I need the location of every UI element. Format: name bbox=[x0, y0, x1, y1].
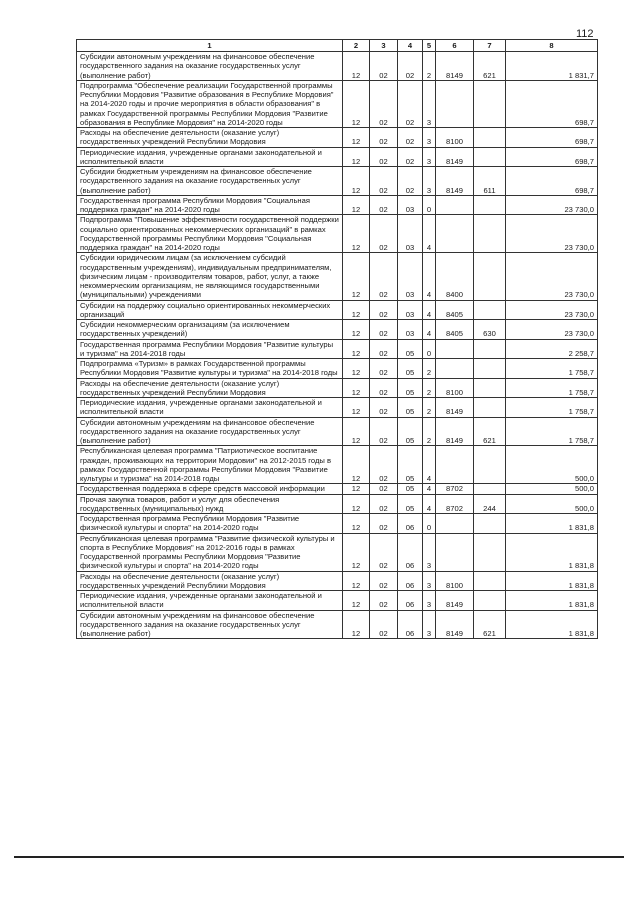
table-row bbox=[77, 514, 598, 534]
row-code-7 bbox=[474, 253, 506, 300]
row-code-3: 02 bbox=[370, 339, 398, 359]
column-header-3: 3 bbox=[370, 40, 398, 52]
row-code-6: 8100 bbox=[436, 378, 474, 398]
row-code-3: 02 bbox=[370, 378, 398, 398]
row-code-3: 02 bbox=[370, 571, 398, 591]
table-row bbox=[77, 195, 598, 215]
row-name: Субсидии бюджетным учреждениям на финансовое обеспечение государственного задания на оказание государственных услуг (выполнение работ) bbox=[77, 167, 343, 196]
row-sum: 1 831,8 bbox=[506, 514, 598, 534]
row-code-5: 3 bbox=[423, 80, 436, 127]
row-sum: 23 730,0 bbox=[506, 195, 598, 215]
row-name: Государственная программа Республики Мордовия "Развитие физической культуры и спорта" на 2014-2020 годы bbox=[77, 514, 343, 534]
row-name: Периодические издания, учрежденные органами законодательной и исполнительной власти bbox=[77, 398, 343, 418]
row-code-3: 02 bbox=[370, 417, 398, 446]
row-code-5: 3 bbox=[423, 610, 436, 639]
row-code-3: 02 bbox=[370, 533, 398, 571]
row-code-5: 3 bbox=[423, 591, 436, 611]
row-sum: 698,7 bbox=[506, 80, 598, 127]
row-code-3: 02 bbox=[370, 128, 398, 148]
row-name: Республиканская целевая программа "Патриотическое воспитание граждан, проживающих на территории Мордовии" на 2012-2015 годы в рамках Государственной программы Республики Мордовия "Развитие культуры и туризма" на 2014-2018 годы bbox=[77, 446, 343, 484]
row-code-3: 02 bbox=[370, 167, 398, 196]
row-code-4: 05 bbox=[398, 484, 423, 494]
row-sum: 1 758,7 bbox=[506, 378, 598, 398]
row-code-7: 621 bbox=[474, 610, 506, 639]
row-code-5: 2 bbox=[423, 398, 436, 418]
row-code-6: 8702 bbox=[436, 494, 474, 514]
table-row bbox=[77, 494, 598, 514]
row-name: Прочая закупка товаров, работ и услуг для обеспечения государственных (муниципальных) нужд bbox=[77, 494, 343, 514]
row-code-4: 02 bbox=[398, 128, 423, 148]
column-header-1: 1 bbox=[77, 40, 343, 52]
row-code-5: 3 bbox=[423, 167, 436, 196]
table-row bbox=[77, 533, 598, 571]
table-row bbox=[77, 571, 598, 591]
table-row bbox=[77, 80, 598, 127]
row-sum: 1 831,8 bbox=[506, 610, 598, 639]
row-code-2: 12 bbox=[343, 417, 370, 446]
row-code-4: 03 bbox=[398, 320, 423, 340]
budget-table bbox=[76, 39, 598, 639]
row-code-3: 02 bbox=[370, 359, 398, 379]
row-code-2: 12 bbox=[343, 215, 370, 253]
row-code-7: 630 bbox=[474, 320, 506, 340]
row-code-3: 02 bbox=[370, 300, 398, 320]
row-name: Расходы на обеспечение деятельности (оказание услуг) государственных учреждений Республики Мордовия bbox=[77, 128, 343, 148]
row-code-5: 3 bbox=[423, 147, 436, 167]
row-code-5: 4 bbox=[423, 300, 436, 320]
row-sum: 1 831,8 bbox=[506, 591, 598, 611]
row-code-7 bbox=[474, 128, 506, 148]
row-code-5: 2 bbox=[423, 378, 436, 398]
row-name: Государственная программа Республики Мордовия "Развитие культуры и туризма" на 2014-2018 годы bbox=[77, 339, 343, 359]
row-code-2: 12 bbox=[343, 571, 370, 591]
column-header-8: 8 bbox=[506, 40, 598, 52]
row-code-7: 244 bbox=[474, 494, 506, 514]
row-code-3: 02 bbox=[370, 446, 398, 484]
table-row bbox=[77, 300, 598, 320]
row-code-7 bbox=[474, 359, 506, 379]
row-sum: 1 831,8 bbox=[506, 533, 598, 571]
row-code-7 bbox=[474, 80, 506, 127]
row-code-6: 8405 bbox=[436, 300, 474, 320]
row-code-2: 12 bbox=[343, 591, 370, 611]
row-code-2: 12 bbox=[343, 446, 370, 484]
row-code-2: 12 bbox=[343, 80, 370, 127]
row-code-2: 12 bbox=[343, 484, 370, 494]
row-code-4: 05 bbox=[398, 398, 423, 418]
row-name: Субсидии автономным учреждениям на финансовое обеспечение государственного задания на оказание государственных услуг (выполнение работ) bbox=[77, 610, 343, 639]
row-code-5: 0 bbox=[423, 339, 436, 359]
table-row bbox=[77, 167, 598, 196]
table-row bbox=[77, 446, 598, 484]
row-code-7: 621 bbox=[474, 52, 506, 81]
row-code-7 bbox=[474, 571, 506, 591]
row-code-5: 2 bbox=[423, 52, 436, 81]
row-name: Субсидии некоммерческим организациям (за исключением государственных учреждений) bbox=[77, 320, 343, 340]
row-sum: 1 758,7 bbox=[506, 359, 598, 379]
row-code-2: 12 bbox=[343, 533, 370, 571]
row-code-4: 06 bbox=[398, 610, 423, 639]
row-code-4: 05 bbox=[398, 417, 423, 446]
row-code-6: 8149 bbox=[436, 52, 474, 81]
page-number: 112 bbox=[576, 28, 594, 40]
row-code-7 bbox=[474, 398, 506, 418]
row-code-3: 02 bbox=[370, 398, 398, 418]
row-code-4: 03 bbox=[398, 300, 423, 320]
row-code-7 bbox=[474, 300, 506, 320]
row-code-2: 12 bbox=[343, 610, 370, 639]
table-row bbox=[77, 591, 598, 611]
table-row bbox=[77, 215, 598, 253]
row-code-4: 05 bbox=[398, 494, 423, 514]
row-code-7 bbox=[474, 514, 506, 534]
row-code-7 bbox=[474, 533, 506, 571]
row-name: Расходы на обеспечение деятельности (оказание услуг) государственных учреждений Республики Мордовия bbox=[77, 571, 343, 591]
row-code-2: 12 bbox=[343, 378, 370, 398]
row-name: Субсидии автономным учреждениям на финансовое обеспечение государственного задания на оказание государственных услуг (выполнение работ) bbox=[77, 417, 343, 446]
row-code-4: 05 bbox=[398, 359, 423, 379]
row-code-2: 12 bbox=[343, 494, 370, 514]
row-code-5: 3 bbox=[423, 128, 436, 148]
row-name: Периодические издания, учрежденные органами законодательной и исполнительной власти bbox=[77, 591, 343, 611]
row-code-7 bbox=[474, 484, 506, 494]
row-code-2: 12 bbox=[343, 253, 370, 300]
row-code-3: 02 bbox=[370, 494, 398, 514]
row-name: Подпрограмма «Туризм» в рамках Государственной программы Республики Мордовия "Развитие культуры и туризма" на 2014-2018 годы bbox=[77, 359, 343, 379]
table-body bbox=[77, 52, 598, 639]
row-sum: 698,7 bbox=[506, 167, 598, 196]
row-code-3: 02 bbox=[370, 52, 398, 81]
row-sum: 1 758,7 bbox=[506, 417, 598, 446]
column-header-2: 2 bbox=[343, 40, 370, 52]
row-code-6: 8100 bbox=[436, 128, 474, 148]
row-code-6 bbox=[436, 339, 474, 359]
row-sum: 1 758,7 bbox=[506, 398, 598, 418]
row-code-2: 12 bbox=[343, 52, 370, 81]
row-code-7: 611 bbox=[474, 167, 506, 196]
row-sum: 23 730,0 bbox=[506, 253, 598, 300]
row-code-3: 02 bbox=[370, 215, 398, 253]
column-header-4: 4 bbox=[398, 40, 423, 52]
row-code-2: 12 bbox=[343, 300, 370, 320]
row-code-5: 4 bbox=[423, 215, 436, 253]
row-name: Субсидии юридическим лицам (за исключением субсидий государственным учреждениям), индивидуальным предпринимателям, физическим лицам - производителям товаров, работ, услуг, а также некоммерческим организациям, не являющимся государственными (муниципальными) учреждениями bbox=[77, 253, 343, 300]
row-code-4: 05 bbox=[398, 446, 423, 484]
row-code-4: 02 bbox=[398, 52, 423, 81]
row-code-3: 02 bbox=[370, 591, 398, 611]
row-code-6 bbox=[436, 359, 474, 379]
row-code-2: 12 bbox=[343, 320, 370, 340]
row-code-5: 4 bbox=[423, 446, 436, 484]
row-code-6: 8149 bbox=[436, 417, 474, 446]
row-code-5: 4 bbox=[423, 494, 436, 514]
row-code-6 bbox=[436, 195, 474, 215]
row-code-3: 02 bbox=[370, 484, 398, 494]
row-code-6: 8100 bbox=[436, 571, 474, 591]
row-code-2: 12 bbox=[343, 128, 370, 148]
table-row bbox=[77, 359, 598, 379]
row-sum: 1 831,8 bbox=[506, 571, 598, 591]
table-header-row bbox=[77, 40, 598, 52]
table-row bbox=[77, 147, 598, 167]
table-row bbox=[77, 128, 598, 148]
row-code-4: 05 bbox=[398, 339, 423, 359]
row-code-4: 03 bbox=[398, 215, 423, 253]
row-code-5: 2 bbox=[423, 417, 436, 446]
row-code-7: 621 bbox=[474, 417, 506, 446]
row-code-4: 06 bbox=[398, 514, 423, 534]
row-name: Периодические издания, учрежденные органами законодательной и исполнительной власти bbox=[77, 147, 343, 167]
row-code-4: 02 bbox=[398, 80, 423, 127]
row-sum: 23 730,0 bbox=[506, 300, 598, 320]
row-sum: 500,0 bbox=[506, 494, 598, 514]
row-code-2: 12 bbox=[343, 359, 370, 379]
row-sum: 23 730,0 bbox=[506, 215, 598, 253]
row-name: Республиканская целевая программа "Развитие физической культуры и спорта в Республике Мордовия" на 2012-2016 годы в рамках Государственной программы Республики Мордовия "Развитие физической культуры и спорта" на 2014-2020 годы bbox=[77, 533, 343, 571]
row-name: Государственная программа Республики Мордовия "Социальная поддержка граждан" на 2014-2020 годы bbox=[77, 195, 343, 215]
row-code-6: 8400 bbox=[436, 253, 474, 300]
row-code-3: 02 bbox=[370, 514, 398, 534]
row-sum: 500,0 bbox=[506, 484, 598, 494]
row-code-3: 02 bbox=[370, 253, 398, 300]
row-code-4: 06 bbox=[398, 571, 423, 591]
row-code-6: 8149 bbox=[436, 167, 474, 196]
row-code-5: 4 bbox=[423, 484, 436, 494]
column-header-6: 6 bbox=[436, 40, 474, 52]
row-code-5: 3 bbox=[423, 571, 436, 591]
row-sum: 2 258,7 bbox=[506, 339, 598, 359]
row-code-2: 12 bbox=[343, 339, 370, 359]
row-name: Подпрограмма "Повышение эффективности государственной поддержки социально ориентированных некоммерческих организаций" в рамках Государственной программы Республики Мордовия "Социальная поддержка граждан" на 2014-2020 годы bbox=[77, 215, 343, 253]
row-code-6 bbox=[436, 80, 474, 127]
row-code-3: 02 bbox=[370, 320, 398, 340]
row-code-4: 03 bbox=[398, 195, 423, 215]
row-code-6 bbox=[436, 215, 474, 253]
row-code-4: 06 bbox=[398, 533, 423, 571]
row-code-3: 02 bbox=[370, 147, 398, 167]
row-code-3: 02 bbox=[370, 195, 398, 215]
row-code-2: 12 bbox=[343, 398, 370, 418]
row-code-6: 8149 bbox=[436, 147, 474, 167]
row-code-6 bbox=[436, 533, 474, 571]
row-name: Расходы на обеспечение деятельности (оказание услуг) государственных учреждений Республики Мордовия bbox=[77, 378, 343, 398]
row-code-6: 8405 bbox=[436, 320, 474, 340]
table-row bbox=[77, 398, 598, 418]
row-code-5: 4 bbox=[423, 253, 436, 300]
row-code-3: 02 bbox=[370, 80, 398, 127]
row-code-6: 8149 bbox=[436, 610, 474, 639]
column-header-5: 5 bbox=[423, 40, 436, 52]
row-code-6 bbox=[436, 514, 474, 534]
row-code-5: 0 bbox=[423, 514, 436, 534]
table-row bbox=[77, 339, 598, 359]
table-row bbox=[77, 417, 598, 446]
row-code-5: 3 bbox=[423, 533, 436, 571]
row-code-7 bbox=[474, 195, 506, 215]
table-row bbox=[77, 378, 598, 398]
row-sum: 1 831,7 bbox=[506, 52, 598, 81]
column-header-7: 7 bbox=[474, 40, 506, 52]
table-row bbox=[77, 610, 598, 639]
row-sum: 698,7 bbox=[506, 147, 598, 167]
footer-divider bbox=[14, 856, 624, 858]
row-code-4: 03 bbox=[398, 253, 423, 300]
row-code-6: 8149 bbox=[436, 591, 474, 611]
table-row bbox=[77, 253, 598, 300]
table-row bbox=[77, 320, 598, 340]
row-code-4: 02 bbox=[398, 147, 423, 167]
row-code-6: 8702 bbox=[436, 484, 474, 494]
table-row bbox=[77, 52, 598, 81]
row-code-2: 12 bbox=[343, 514, 370, 534]
row-code-4: 02 bbox=[398, 167, 423, 196]
row-code-7 bbox=[474, 378, 506, 398]
row-code-6: 8149 bbox=[436, 398, 474, 418]
row-code-2: 12 bbox=[343, 147, 370, 167]
row-code-3: 02 bbox=[370, 610, 398, 639]
row-name: Подпрограмма "Обеспечение реализации Государственной программы Республики Мордовия "Развитие образования в Республике Мордовия" на 2014-2020 годы и прочие мероприятия в области образования" в рамках Государственной программы Республики Мордовия "Развитие образования в Республике Мордовия" на 2014-2020 годы bbox=[77, 80, 343, 127]
row-code-4: 06 bbox=[398, 591, 423, 611]
row-code-2: 12 bbox=[343, 167, 370, 196]
row-code-2: 12 bbox=[343, 195, 370, 215]
row-code-7 bbox=[474, 147, 506, 167]
row-code-5: 0 bbox=[423, 195, 436, 215]
table-row bbox=[77, 484, 598, 494]
row-code-5: 4 bbox=[423, 320, 436, 340]
row-code-4: 05 bbox=[398, 378, 423, 398]
row-sum: 23 730,0 bbox=[506, 320, 598, 340]
row-name: Субсидии автономным учреждениям на финансовое обеспечение государственного задания на оказание государственных услуг (выполнение работ) bbox=[77, 52, 343, 81]
row-code-7 bbox=[474, 339, 506, 359]
row-code-5: 2 bbox=[423, 359, 436, 379]
row-code-7 bbox=[474, 215, 506, 253]
row-code-7 bbox=[474, 591, 506, 611]
row-name: Государственная поддержка в сфере средств массовой информации bbox=[77, 484, 343, 494]
row-code-7 bbox=[474, 446, 506, 484]
row-sum: 500,0 bbox=[506, 446, 598, 484]
row-sum: 698,7 bbox=[506, 128, 598, 148]
row-code-6 bbox=[436, 446, 474, 484]
row-name: Субсидии на поддержку социально ориентированных некоммерческих организаций bbox=[77, 300, 343, 320]
